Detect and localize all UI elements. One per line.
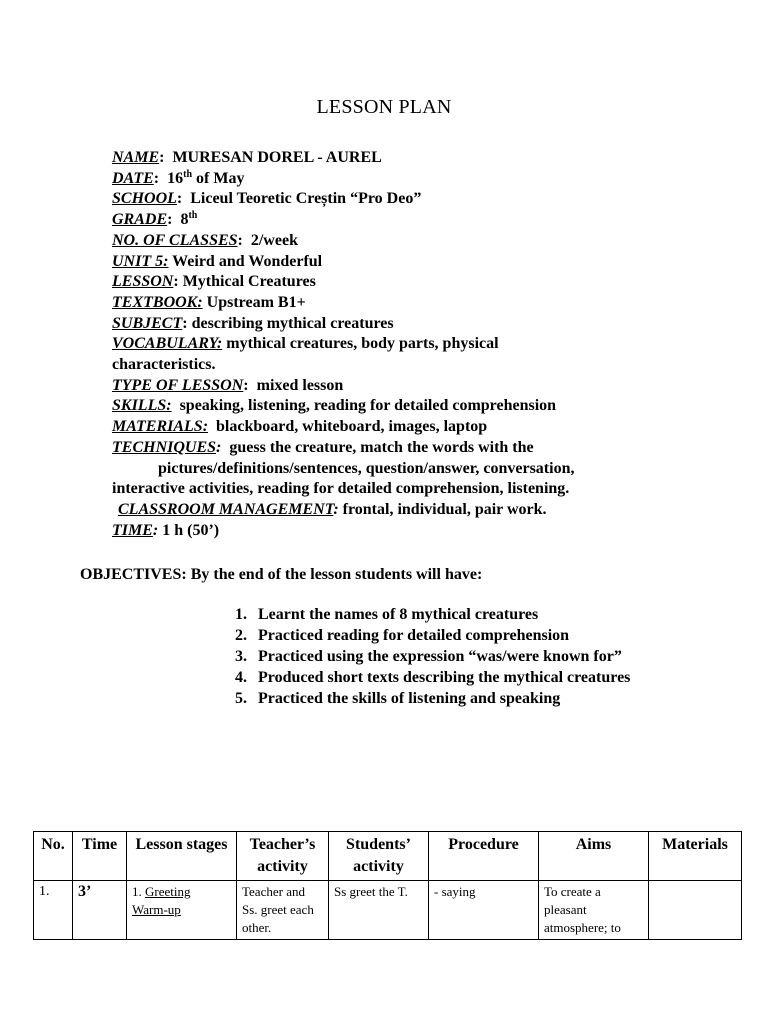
date-suffix: th [183,168,193,180]
techniques-row: TECHNIQUES: guess the creature, match the words with the [112,438,534,456]
classes-label: NO. OF CLASSES [112,231,238,249]
skills-label: SKILLS: [112,397,172,415]
subject-value: describing mythical creatures [191,314,394,332]
header-aims: Aims [539,832,649,881]
techniques-line-1: guess the creature, match the words with the [229,438,534,456]
header-procedure: Procedure [429,832,539,881]
unit-value: Weird and Wonderful [172,252,323,270]
objective-item [235,646,635,667]
type-label: TYPE OF LESSON [112,376,244,394]
unit-row [112,252,632,273]
objective-text: Produced short texts describing the mythical creatures [258,669,631,686]
header-lesson-stages: Lesson stages [127,832,237,881]
stage-number: 1. [132,884,145,899]
header-materials: Materials [649,832,742,881]
school-value: Liceul Teoretic Creștin “Pro Deo” [190,190,422,208]
classes-row: NO. OF CLASSES: 2/week [112,231,298,249]
objectives-heading: OBJECTIVES: By the end of the lesson students will have: [80,566,483,583]
subject-row: SUBJECT: describing mythical creatures [112,314,394,332]
objective-number: 4. [235,669,247,686]
cell-aims: To create a pleasant atmosphere; to [539,881,649,940]
objective-number: 1. [235,606,247,623]
lesson-row: LESSON: Mythical Creatures [112,273,316,291]
name-value: MURESAN DOREL - AUREL [172,149,382,166]
materials-value: blackboard, whiteboard, images, laptop [216,418,488,436]
page-title: LESSON PLAN [316,96,452,118]
techniques-line-3: interactive activities, reading for detailed comprehension, listening. [112,480,570,498]
cell-materials [649,881,742,940]
techniques-label: TECHNIQUES [112,438,217,456]
skills-row [112,396,632,417]
skills-value: speaking, listening, reading for detailed comprehension [179,397,557,415]
name-row: NAME: MURESAN DOREL - AUREL [112,149,382,166]
time-value: 1 h (50’) [162,521,220,539]
date-rest: of May [192,169,245,187]
type-value: mixed lesson [256,376,344,394]
cell-teacher-activity: Teacher and Ss. greet each other. [237,881,329,940]
date-row: DATE: 16th of May [112,168,245,187]
lesson-plan-table [33,831,742,940]
objective-text: Learnt the names of 8 mythical creatures [258,606,539,623]
header-time: Time [73,832,127,881]
stage-warmup: Warm-up [132,902,181,917]
materials-label: MATERIALS: [112,418,209,436]
objectives-list [235,604,635,709]
grade-row: GRADE: 8th [112,210,198,229]
objective-item [235,625,635,646]
cell-no: 1. [34,881,73,940]
objective-item [235,604,635,625]
stage-greeting: Greeting [145,884,191,899]
header-teacher-activity: Teacher’s activity [237,832,329,881]
cell-lesson-stage [127,881,237,940]
management-row: CLASSROOM MANAGEMENT: frontal, individual, pair work. [118,500,547,518]
objective-number: 2. [235,627,247,644]
header-no: No. [34,832,73,881]
materials-row [112,417,632,438]
textbook-label: TEXTBOOK: [112,293,203,311]
header-students-activity: Students’ activity [329,832,429,881]
time-row: TIME: 1 h (50’) [112,521,220,539]
table-row [34,881,742,940]
name-label: NAME [112,149,160,166]
objective-item [235,688,635,709]
management-label: CLASSROOM MANAGEMENT [118,500,334,518]
grade-label: GRADE [112,211,168,229]
school-label: SCHOOL [112,190,177,208]
vocabulary-row [112,334,552,375]
objective-text: Practiced using the expression “was/were known for” [258,648,622,665]
objective-number: 5. [235,690,247,707]
lesson-label: LESSON [112,273,174,291]
techniques-line-2: pictures/definitions/sentences, question/answer, conversation, [158,459,575,477]
textbook-value: Upstream B1+ [206,293,306,311]
subject-label: SUBJECT [112,314,183,332]
cell-procedure: - saying [429,881,539,940]
classes-value: 2/week [250,231,298,249]
date-label: DATE [112,169,154,187]
time-label: TIME [112,521,153,539]
lesson-value: Mythical Creatures [182,273,316,291]
objective-number: 3. [235,648,247,665]
cell-students-activity: Ss greet the T. [329,881,429,940]
unit-label: UNIT 5: [112,252,169,270]
school-row: SCHOOL: Liceul Teoretic Creștin “Pro Deo” [112,190,422,208]
objective-text: Practiced the skills of listening and speaking [258,690,561,707]
vocabulary-label: VOCABULARY: [112,335,223,353]
lesson-details [112,148,632,541]
vocabulary-value: mythical creatures, body parts, physical characteristics. [112,335,499,374]
date-day: 16 [167,169,184,187]
grade-value: 8 [180,211,189,229]
objective-item [235,667,635,688]
objective-text: Practiced reading for detailed comprehension [258,627,570,644]
grade-suffix: th [188,210,198,222]
management-value: frontal, individual, pair work. [342,500,547,518]
type-row: TYPE OF LESSON: mixed lesson [112,376,344,394]
cell-time: 3’ [73,881,127,940]
textbook-row [112,293,632,314]
table-header-row [34,832,742,881]
